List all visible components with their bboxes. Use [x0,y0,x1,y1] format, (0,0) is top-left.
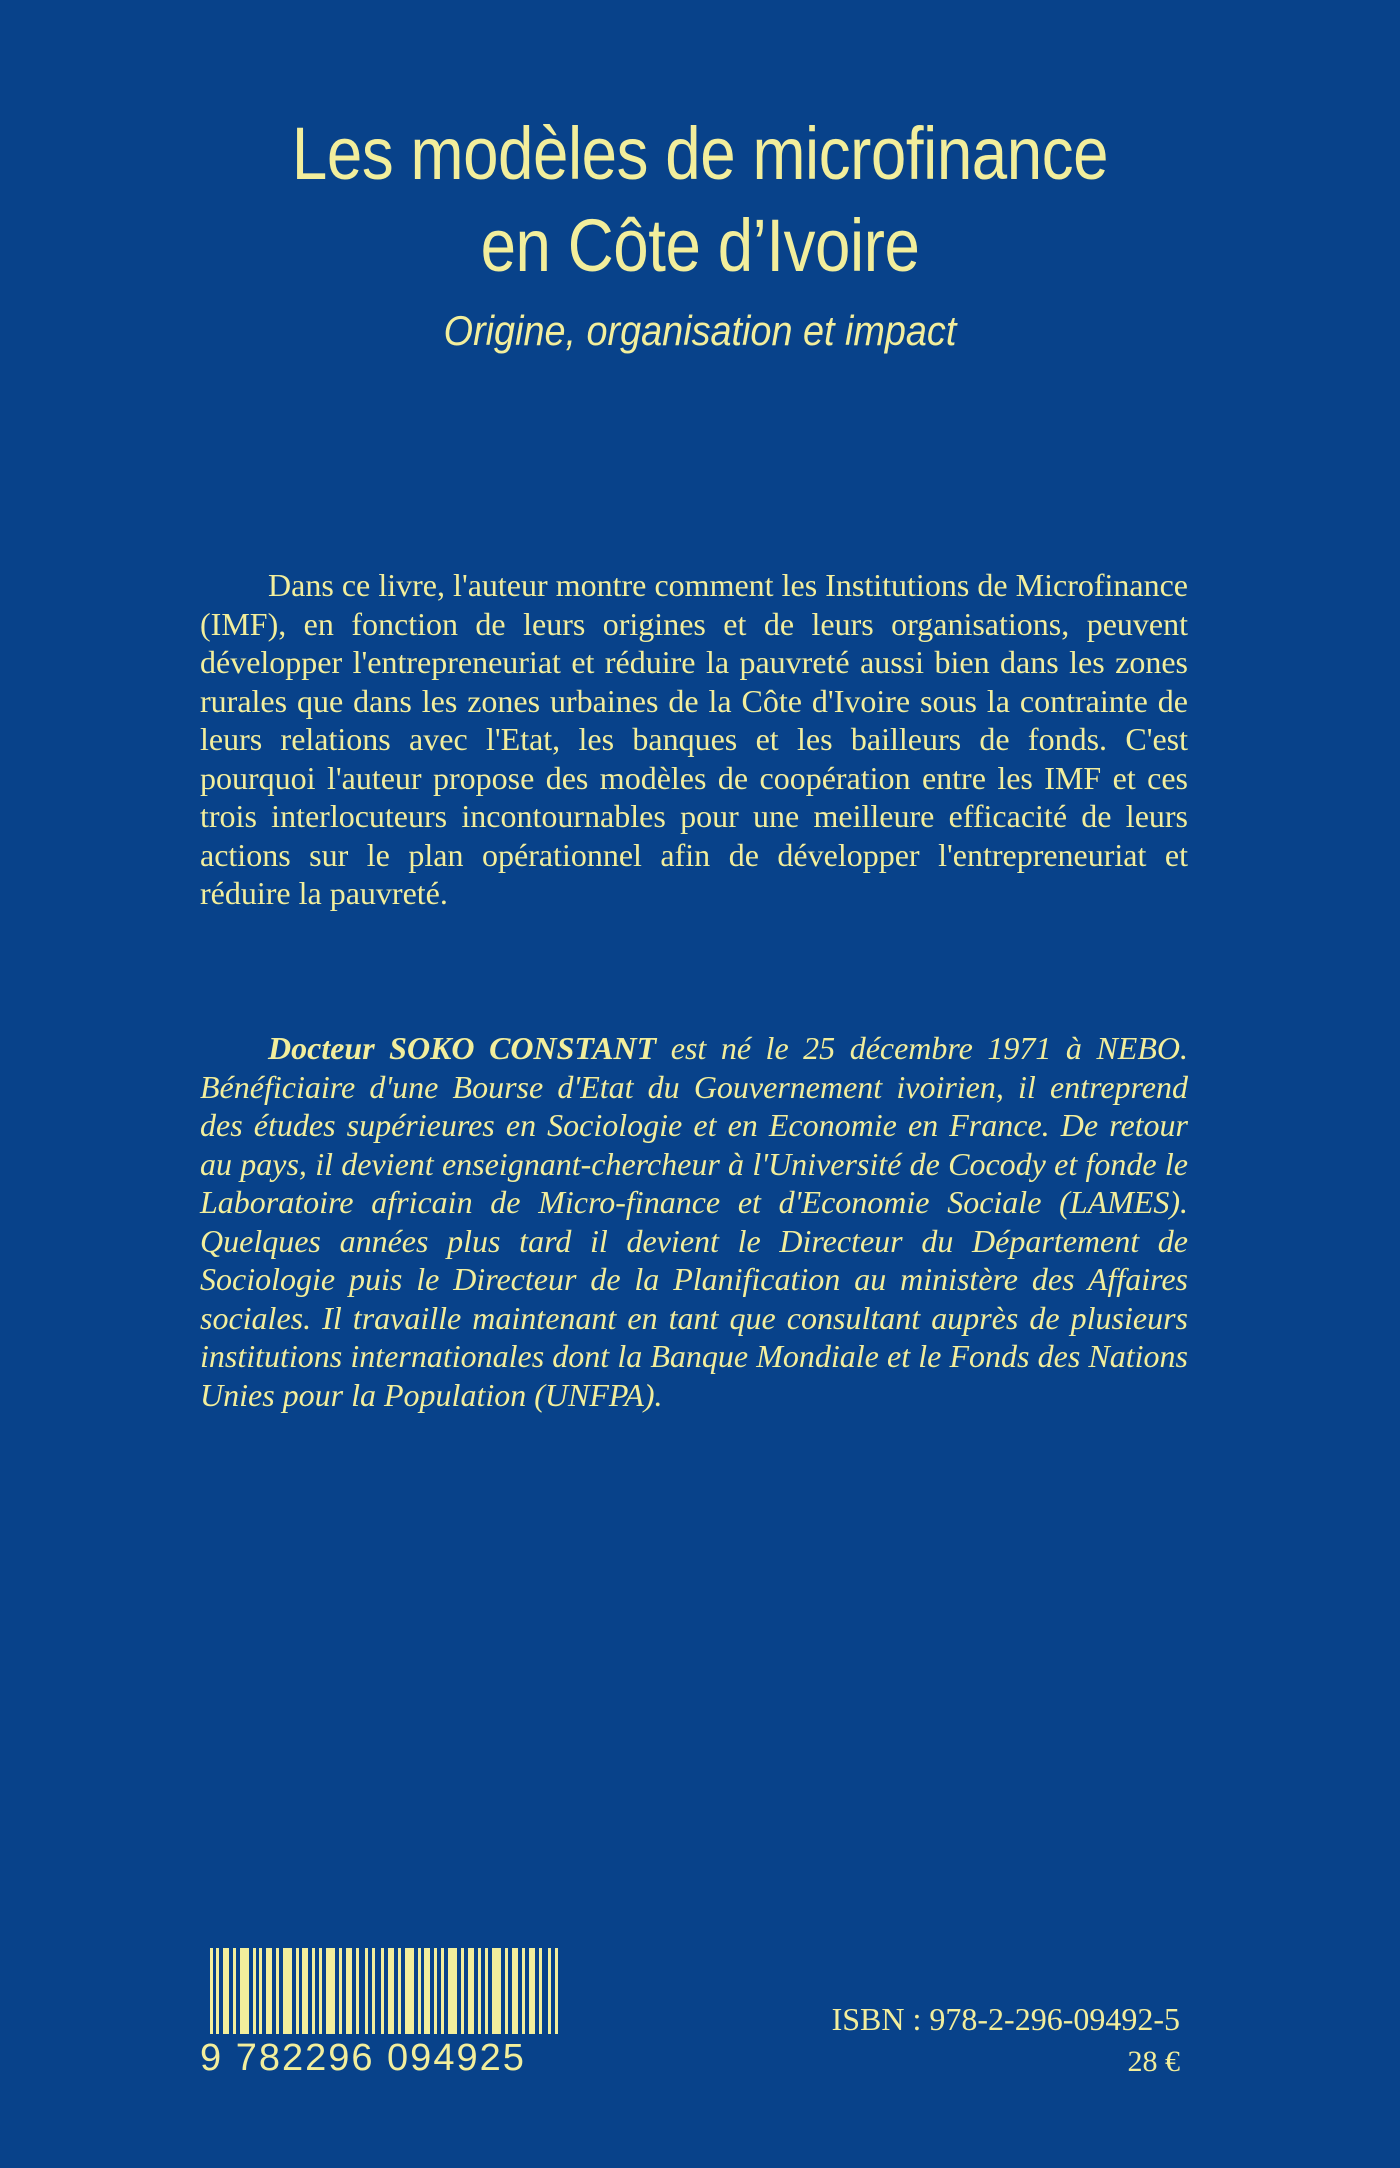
author-bio [200,1029,1188,1414]
isbn-label: ISBN : 978-2-296-09492-5 [831,2001,1180,2037]
book-title-line-2: en Côte d’Ivoire [480,204,920,287]
book-subtitle: Origine, organisation et impact [443,307,957,354]
book-title-line-1: Les modèles de microfinance [291,112,1109,195]
book-summary: Dans ce livre, l'auteur montre comment les Institutions de Microfinance (IMF), en fonction de leurs origines et de leurs organisations, peuvent développer l'entrepreneuriat et réduire la pauvreté aussi bien dans les zones rurales que dans les zones urbaines de la Côte d'Ivoire sous la contrainte de leurs relations avec l'Etat, les banques et les bailleurs de fonds. C'est pourquoi l'auteur propose des modèles de coopération entre les IMF et ces trois interlocuteurs incontournables pour une meilleure efficacité de leurs actions sur le plan opérationnel afin de développer l'entrepreneuriat et réduire la pauvreté. [200,567,1188,911]
price-label: 28 € [1127,2045,1180,2078]
title-block [0,108,1400,356]
barcode-digits: 9 782296 094925 [200,2034,580,2080]
author-bio-text: est né le 25 décembre 1971 à NEBO. Bénéficiaire d'une Bourse d'Etat du Gouvernement ivoirien, il entreprend des études supérieures en Sociologie et en Economie en France. De retour au pays, il devient enseignant-chercheur à l'Université de Cocody et fonde le Laboratoire africain de Micro-finance et d'Economie Sociale (LAMES). Quelques années plus tard il devient le Directeur du Département de Sociologie puis le Directeur de la Planification au ministère des Affaires sociales. Il travaille maintenant en tant que consultant auprès de plusieurs institutions internationales dont la Banque Mondiale et le Fonds des Nations Unies pour la Population (UNFPA). [200,1030,1189,1413]
author-name: Docteur SOKO CONSTANT [268,1030,657,1066]
